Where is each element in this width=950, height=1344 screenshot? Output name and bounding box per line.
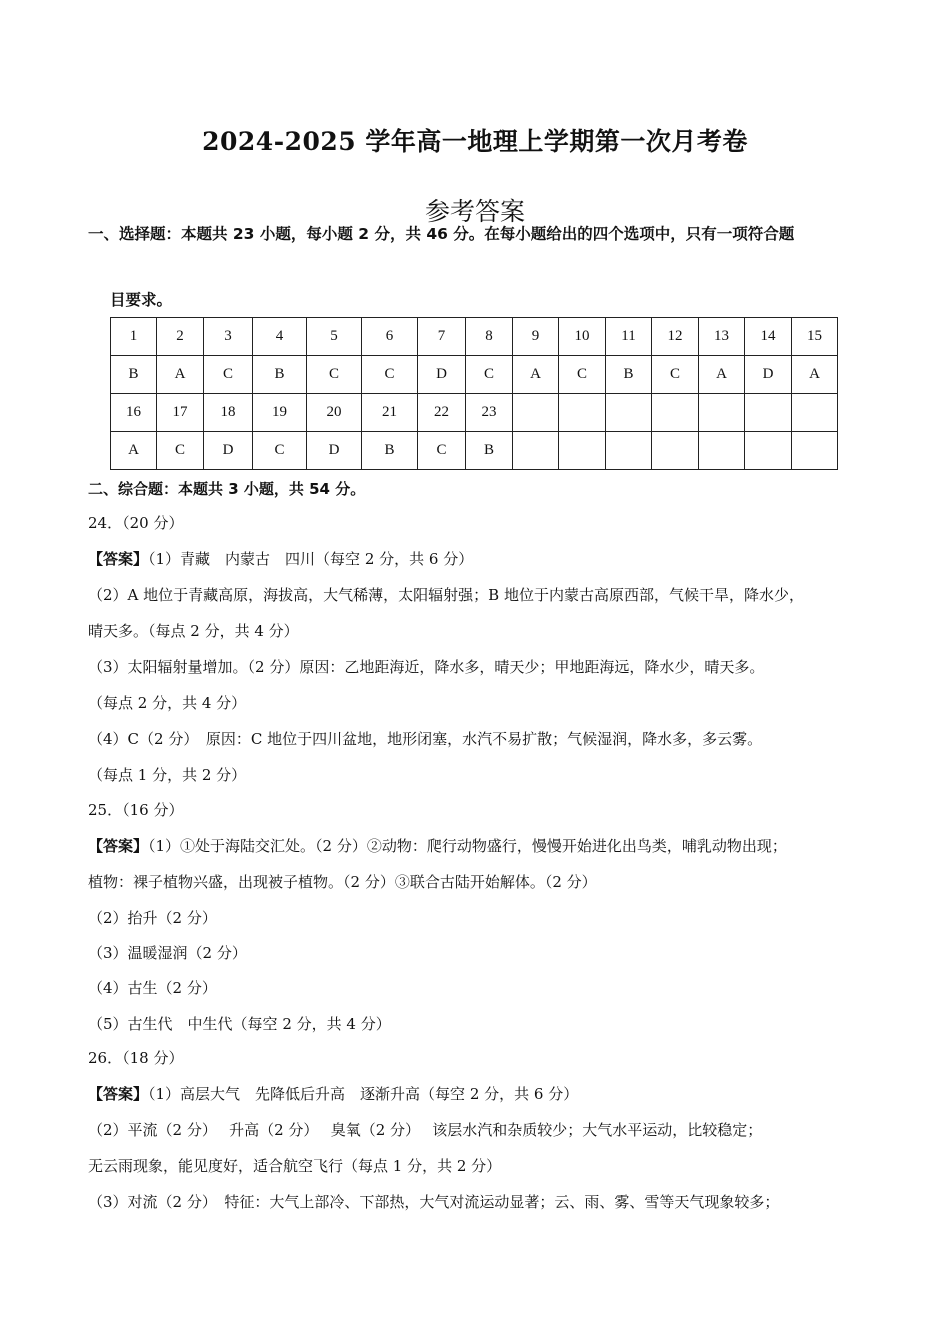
answer-tag: 【答案】 [88, 550, 149, 568]
answer-cell: C [652, 356, 699, 394]
q24-answer-2-line-1: （2）A 地位于青藏高原，海拔高，大气稀薄，太阳辐射强；B 地位于内蒙古高原西部，气候干旱，降水少， [88, 586, 804, 604]
question-number-cell [652, 394, 699, 432]
q24-answer-4-line-2: （每点 1 分，共 2 分） [88, 766, 247, 784]
answer-letter-row [111, 432, 838, 470]
q25-answer-2: （2）抬升（2 分） [88, 909, 217, 927]
answer-cell: B [606, 356, 652, 394]
q24-answer-1: 【答案】（1）青藏 内蒙古 四川（每空 2 分，共 6 分） [88, 550, 474, 568]
answer-cell: B [466, 432, 513, 470]
answer-cell: C [559, 356, 606, 394]
section-2-heading: 二、综合题：本题共 3 小题，共 54 分。 [88, 480, 366, 498]
question-number-cell: 9 [513, 318, 559, 356]
question-number-cell: 16 [111, 394, 157, 432]
q25-heading: 25．（16 分） [88, 801, 184, 819]
question-number-cell: 5 [307, 318, 362, 356]
q24-answer-2-line-2: 晴天多。（每点 2 分，共 4 分） [88, 622, 299, 640]
answer-cell: B [362, 432, 418, 470]
question-number-cell [606, 394, 652, 432]
q26-answer-3-line-1: （3）对流（2 分） 特征：大气上部冷、下部热，大气对流运动显著；云、雨、雾、雪等天气现象较多； [88, 1193, 780, 1211]
question-number-cell [792, 394, 838, 432]
answer-cell: B [111, 356, 157, 394]
question-number-cell: 18 [204, 394, 253, 432]
question-number-row [111, 394, 838, 432]
question-number-cell: 12 [652, 318, 699, 356]
question-number-cell: 21 [362, 394, 418, 432]
question-number-cell: 4 [253, 318, 307, 356]
exam-title: 2024-2025 学年高一地理上学期第一次月考卷 [202, 127, 748, 156]
section-1-line-1: 一、选择题：本题共 23 小题，每小题 2 分，共 46 分。在每小题给出的四个选项中，只有一项符合题 [88, 225, 795, 243]
answer-cell: C [418, 432, 466, 470]
answer-cell [513, 432, 559, 470]
answer-cell: C [307, 356, 362, 394]
answer-cell: D [307, 432, 362, 470]
answer-cell: D [418, 356, 466, 394]
question-number-cell: 15 [792, 318, 838, 356]
q25-answer-5: （5）古生代 中生代（每空 2 分，共 4 分） [88, 1015, 391, 1033]
q26-heading: 26．（18 分） [88, 1049, 184, 1067]
question-number-cell: 7 [418, 318, 466, 356]
question-number-row [111, 318, 838, 356]
question-number-cell: 6 [362, 318, 418, 356]
answer-cell: D [204, 432, 253, 470]
answer-table [110, 317, 838, 470]
answer-cell [699, 432, 745, 470]
answer-cell: C [157, 432, 204, 470]
question-number-cell: 19 [253, 394, 307, 432]
answer-cell [606, 432, 652, 470]
question-number-cell: 2 [157, 318, 204, 356]
question-number-cell: 20 [307, 394, 362, 432]
answer-cell: A [513, 356, 559, 394]
q24-answer-4-line-1: （4）C（2 分） 原因：C 地位于四川盆地，地形闭塞，水汽不易扩散；气候湿润，降水多，多云雾。 [88, 730, 763, 748]
question-number-cell: 8 [466, 318, 513, 356]
question-number-cell: 11 [606, 318, 652, 356]
q26-answer-1: 【答案】（1）高层大气 先降低后升高 逐渐升高（每空 2 分，共 6 分） [88, 1085, 579, 1103]
question-number-cell [745, 394, 792, 432]
answer-cell: B [253, 356, 307, 394]
answer-cell: A [699, 356, 745, 394]
q26-answer-2-line-2: 无云雨现象，能见度好，适合航空飞行（每点 1 分，共 2 分） [88, 1157, 502, 1175]
answer-cell: C [466, 356, 513, 394]
answer-cell [792, 432, 838, 470]
answer-cell: A [157, 356, 204, 394]
q25-answer-3: （3）温暖湿润（2 分） [88, 944, 247, 962]
question-number-cell [699, 394, 745, 432]
q24-heading: 24．（20 分） [88, 514, 184, 532]
answer-tag: 【答案】 [88, 1085, 149, 1103]
q24-answer-3-line-2: （每点 2 分，共 4 分） [88, 694, 247, 712]
answer-cell: A [111, 432, 157, 470]
question-number-cell: 1 [111, 318, 157, 356]
question-number-cell: 10 [559, 318, 606, 356]
q25-answer-1-line-2: 植物：裸子植物兴盛，出现被子植物。（2 分）③联合古陆开始解体。（2 分） [88, 873, 597, 891]
question-number-cell [559, 394, 606, 432]
answer-letter-row [111, 356, 838, 394]
q26-answer-2-line-1: （2）平流（2 分） 升高（2 分） 臭氧（2 分） 该层水汽和杂质较少；大气水平运动，比较稳定； [88, 1121, 763, 1139]
question-number-cell: 13 [699, 318, 745, 356]
answer-cell: A [792, 356, 838, 394]
answer-cell: D [745, 356, 792, 394]
question-number-cell: 23 [466, 394, 513, 432]
answer-cell: C [253, 432, 307, 470]
q25-answer-1-line-1: 【答案】（1）①处于海陆交汇处。（2 分）②动物：爬行动物盛行，慢慢开始进化出鸟类，哺乳动物出现； [88, 837, 787, 855]
answer-cell [559, 432, 606, 470]
question-number-cell: 17 [157, 394, 204, 432]
answer-cell [652, 432, 699, 470]
q24-answer-3-line-1: （3）太阳辐射量增加。（2 分）原因：乙地距海近，降水多，晴天少；甲地距海远，降水少，晴天多。 [88, 658, 765, 676]
answer-cell [745, 432, 792, 470]
question-number-cell: 22 [418, 394, 466, 432]
answer-subtitle: 参考答案 [424, 197, 525, 226]
answer-cell: C [204, 356, 253, 394]
q25-answer-4: （4）古生（2 分） [88, 979, 217, 997]
question-number-cell: 3 [204, 318, 253, 356]
answer-cell: C [362, 356, 418, 394]
answer-tag: 【答案】 [88, 837, 149, 855]
question-number-cell [513, 394, 559, 432]
question-number-cell: 14 [745, 318, 792, 356]
section-1-line-2: 目要求。 [110, 291, 173, 309]
